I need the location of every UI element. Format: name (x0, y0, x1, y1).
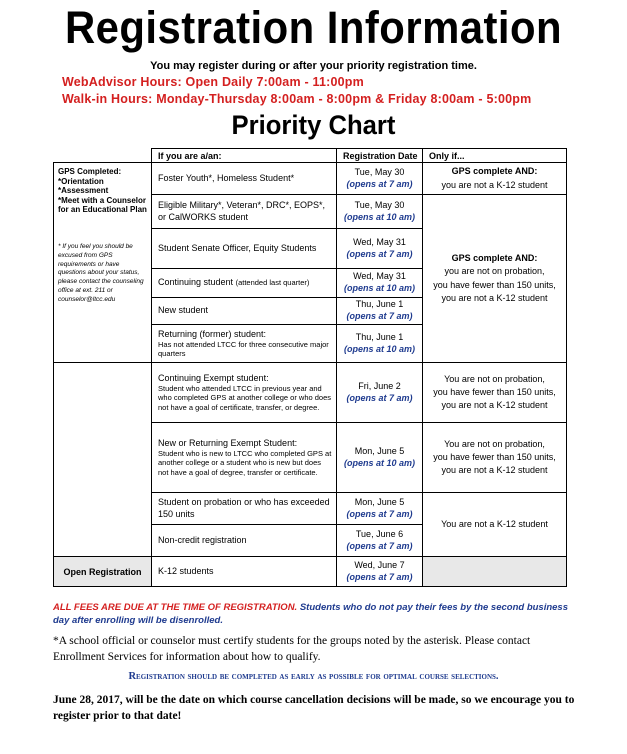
gps-heading-line: GPS Completed: (58, 167, 122, 176)
page-subtitle: You may register during or after your priority registration time. (150, 60, 477, 72)
gps-heading-line: *Orientation (58, 176, 104, 186)
gps-heading-line: *Meet with a Counselor for an Educational Plan (58, 195, 147, 215)
student-type-cell: Student on probation or who has exceeded 150 units (152, 493, 337, 525)
student-type-cell: New student (152, 298, 337, 325)
asterisk-note: *A school official or counselor must certify students for the groups noted by the asterisk. Please contact Enrollment Services for information about how to qualify. (53, 635, 531, 664)
student-type-cell: K-12 students (152, 557, 337, 587)
student-type-cell: Continuing Exempt student: Student who attended LTCC in previous year and who completed GPS at another college or who does not have a goal of certificate, transfer, or degree. (152, 363, 337, 423)
priority-table (53, 148, 567, 587)
date-cell: Wed, May 31 (opens at 7 am) (337, 229, 423, 269)
date-cell: Thu, June 1 (opens at 7 am) (337, 298, 423, 325)
fees-notice (53, 602, 583, 628)
student-type-cell: Continuing student (attended last quarter) (152, 269, 337, 298)
open-registration-label: Open Registration (54, 557, 152, 587)
student-type-cell: Student Senate Officer, Equity Students (152, 229, 337, 269)
header-student: If you are a/an: (152, 149, 337, 163)
only-if-cell: GPS complete AND: you are not on probation, you have fewer than 150 units, you are not a K-12 student (423, 195, 567, 363)
only-if-cell: You are not a K-12 student (423, 493, 567, 557)
page-title: Registration Information (64, 2, 563, 53)
table-row (54, 557, 567, 587)
date-cell: Wed, June 7 (opens at 7 am) (337, 557, 423, 587)
date-cell: Fri, June 2 (opens at 7 am) (337, 363, 423, 423)
student-type-cell: Eligible Military*, Veteran*, DRC*, EOPS*, or CalWORKS student (152, 195, 337, 229)
table-header-row (54, 149, 567, 163)
student-type-cell: Returning (former) student: Has not attended LTCC for three consecutive major quarters (152, 325, 337, 363)
early-registration-note: Registration should be completed as early as possible for optimal course selections. (128, 671, 499, 682)
date-cell: Tue, May 30 (opens at 7 am) (337, 163, 423, 195)
fees-red-text: ALL FEES ARE DUE AT THE TIME OF REGISTRATION. (53, 602, 298, 613)
date-cell: Thu, June 1 (opens at 10 am) (337, 325, 423, 363)
chart-title: Priority Chart (231, 110, 396, 140)
date-cell: Tue, May 30 (opens at 10 am) (337, 195, 423, 229)
gps-requirements-cell (54, 163, 152, 363)
student-type-cell: Foster Youth*, Homeless Student* (152, 163, 337, 195)
student-type-cell: New or Returning Exempt Student: Student who is new to LTCC who completed GPS at another college or a student who is new but does not have a goal of degree, transfer or certificate. (152, 423, 337, 493)
header-only-if: Only if... (423, 149, 567, 163)
gps-heading-line: *Assessment (58, 186, 109, 196)
table-row (54, 163, 567, 195)
cancellation-deadline-note: June 28, 2017, will be the date on which course cancellation decisions will be made, so we encourage you to register prior to that date! (53, 694, 575, 723)
header-date: Registration Date (337, 149, 423, 163)
only-if-cell: You are not on probation, you have fewer than 150 units, you are not a K-12 student (423, 363, 567, 423)
webadvisor-hours: WebAdvisor Hours: Open Daily 7:00am - 11:00pm (62, 75, 364, 89)
only-if-cell: GPS complete AND: you are not a K-12 student (423, 163, 567, 195)
only-if-blank-cell (423, 557, 567, 587)
student-type-cell: Non-credit registration (152, 525, 337, 557)
gps-note: * If you feel you should be excused from GPS requirements or have questions about your status, please contact the counseling office at ext. 211 or counselor@ltcc.edu (58, 242, 144, 303)
fees-blue-text: Students who do not pay their fees by the second business day after enrolling will be disenrolled. (53, 602, 568, 626)
date-cell: Tue, June 6 (opens at 7 am) (337, 525, 423, 557)
only-if-cell: You are not on probation, you have fewer than 150 units, you are not a K-12 student (423, 423, 567, 493)
table-row (54, 363, 567, 423)
date-cell: Mon, June 5 (opens at 10 am) (337, 423, 423, 493)
walkin-hours: Walk-in Hours: Monday-Thursday 8:00am - 8:00pm & Friday 8:00am - 5:00pm (62, 92, 532, 106)
date-cell: Wed, May 31 (opens at 10 am) (337, 269, 423, 298)
gps-blank-cell (54, 363, 152, 557)
date-cell: Mon, June 5 (opens at 7 am) (337, 493, 423, 525)
